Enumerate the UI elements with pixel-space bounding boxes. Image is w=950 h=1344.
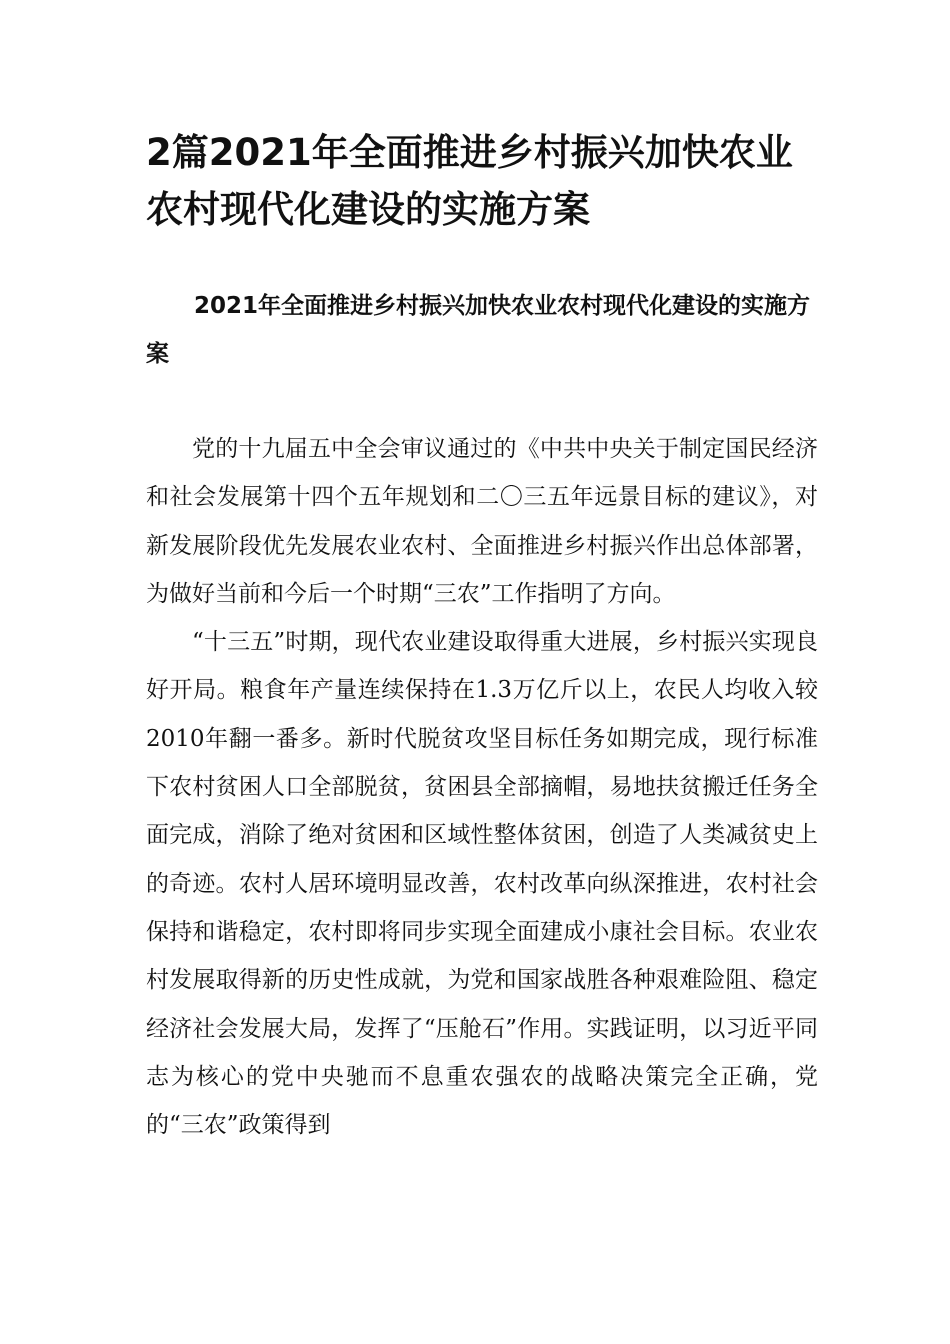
document-body: [146, 425, 818, 1149]
document-subtitle: 2021年全面推进乡村振兴加快农业农村现代化建设的实施方案: [146, 293, 811, 367]
paragraph: 党的十九届五中全会审议通过的《中共中央关于制定国民经济和社会发展第十四个五年规划和二〇三五年远景目标的建议》，对新发展阶段优先发展农业农村、全面推进乡村振兴作出总体部署，为做好当前和今后一个时期“三农”工作指明了方向。: [146, 436, 818, 607]
document-title: 2篇2021年全面推进乡村振兴加快农业农村现代化建设的实施方案: [146, 131, 793, 231]
paragraph: “十三五”时期，现代农业建设取得重大进展，乡村振兴实现良好开局。粮食年产量连续保持在1.3万亿斤以上，农民人均收入较2010年翻一番多。新时代脱贫攻坚目标任务如期完成，现行标准下农村贫困人口全部脱贫，贫困县全部摘帽，易地扶贫搬迁任务全面完成，消除了绝对贫困和区域性整体贫困，创造了人类减贫史上的奇迹。农村人居环境明显改善，农村改革向纵深推进，农村社会保持和谐稳定，农村即将同步实现全面建成小康社会目标。农业农村发展取得新的历史性成就，为党和国家战胜各种艰难险阻、稳定经济社会发展大局，发挥了“压舱石”作用。实践证明，以习近平同志为核心的党中央驰而不息重农强农的战略决策完全正确，党的“三农”政策得到: [146, 629, 818, 1139]
